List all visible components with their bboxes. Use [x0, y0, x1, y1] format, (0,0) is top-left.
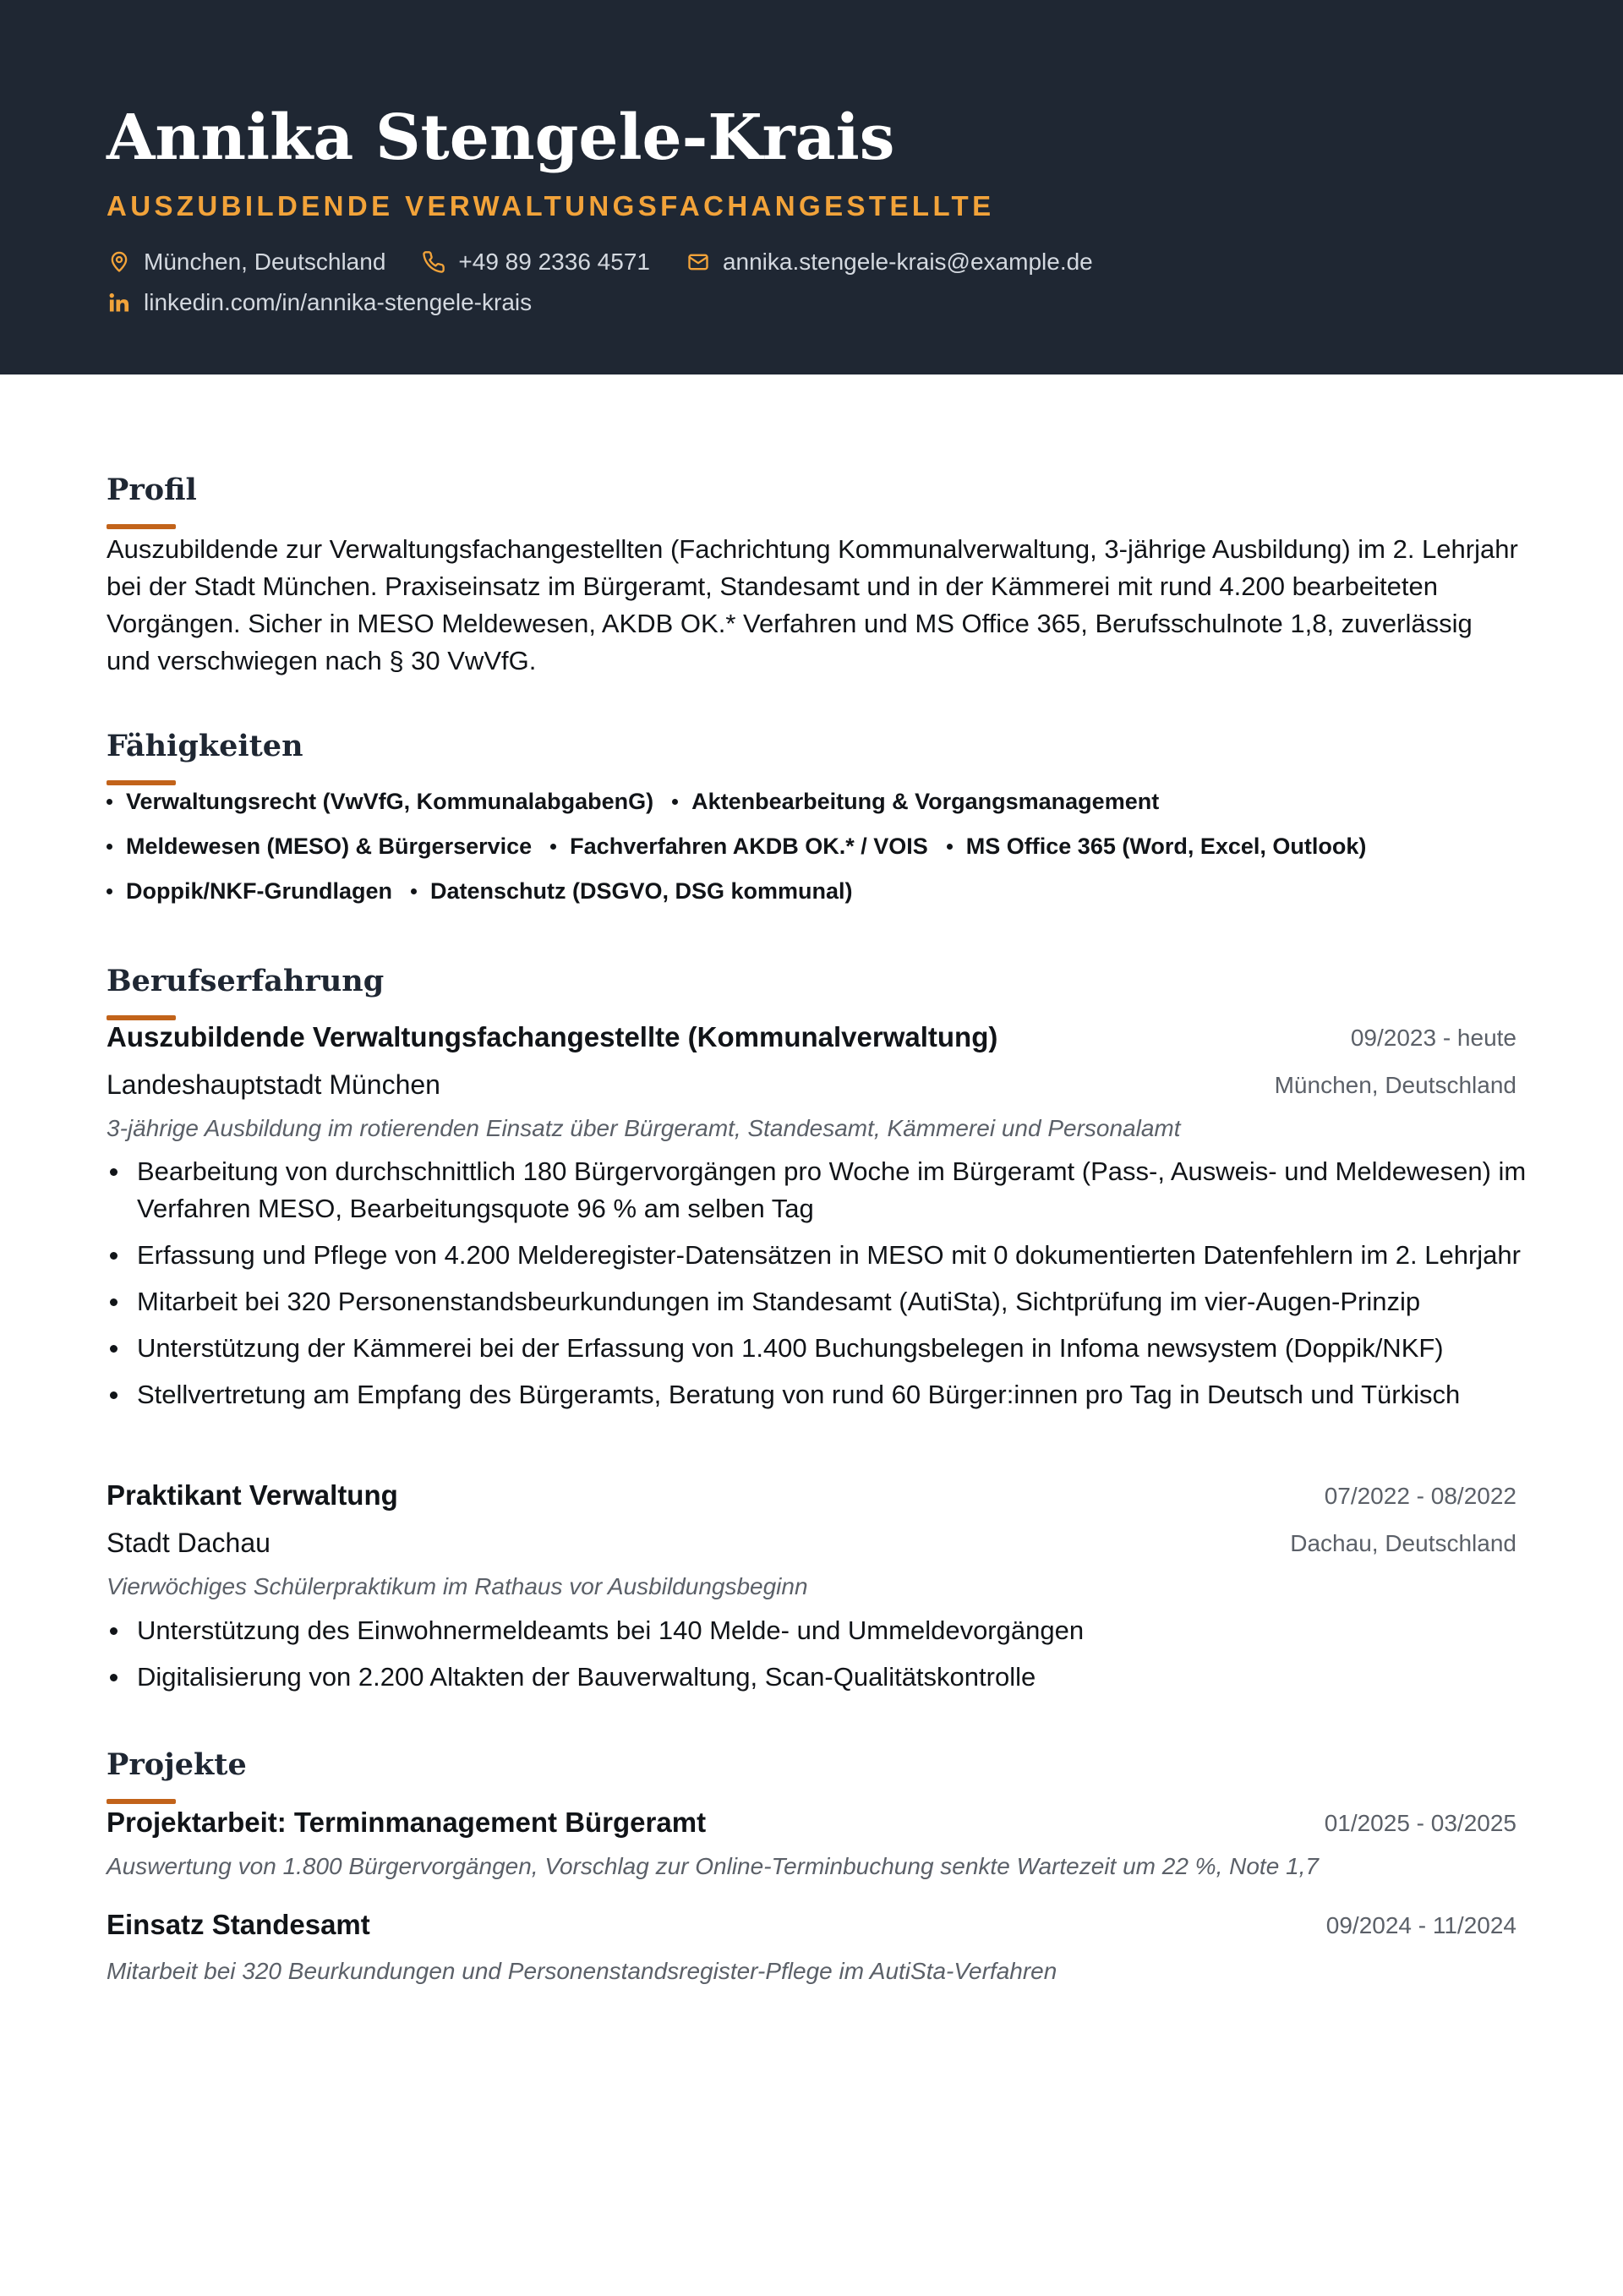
- candidate-role: AUSZUBILDENDE VERWALTUNGSFACHANGESTELLTE: [107, 190, 995, 221]
- contact-location: [107, 247, 385, 277]
- linkedin-link[interactable]: linkedin.com/in/annika-stengele-krais: [144, 289, 533, 315]
- profile-heading: Profil: [107, 473, 197, 507]
- list-item: Stellvertretung am Empfang des Bürgeramts, Beratung von rund 60 Bürger:innen pro Tag in Deutsch und Türkisch: [107, 1376, 1527, 1413]
- list-item: Bearbeitung von durchschnittlich 180 Bürgervorgängen pro Woche im Bürgeramt (Pass-, Ausweis- und Meldewesen) im Verfahren MESO, Bearbeitungsquote 96 % am selben Tag: [107, 1153, 1527, 1227]
- job-bullets: [107, 1153, 1527, 1423]
- list-item: Unterstützung des Einwohnermeldeamts bei 140 Melde- und Ummeldevorgängen: [107, 1612, 1527, 1649]
- job-title: Praktikant Verwaltung: [107, 1479, 398, 1511]
- linkedin-icon: [107, 290, 132, 315]
- list-item: Unterstützung der Kämmerei bei der Erfassung von 1.400 Buchungsbelegen in Infoma newsystem (Doppik/NKF): [107, 1330, 1527, 1367]
- skills-row: [107, 831, 1385, 861]
- contact-row: [107, 247, 1128, 277]
- projects-heading: Projekte: [107, 1747, 247, 1782]
- contact-email[interactable]: [686, 247, 1093, 277]
- skill-item: Doppik/NKF-Grundlagen: [107, 876, 392, 906]
- mail-icon: [686, 249, 711, 275]
- project-title: Projektarbeit: Terminmanagement Bürgeramt: [107, 1807, 707, 1838]
- project-description: Mitarbeit bei 320 Beurkundungen und Personenstandsregister-Pflege im AutiSta-Verfahren: [107, 1958, 1057, 1984]
- phone-icon: [421, 249, 446, 275]
- skills-heading: Fähigkeiten: [107, 729, 303, 763]
- list-item: Mitarbeit bei 320 Personenstandsbeurkundungen im Standesamt (AutiSta), Sichtprüfung im vier-Augen-Prinzip: [107, 1283, 1527, 1320]
- contact-row-links: [107, 287, 567, 318]
- job-location: München, Deutschland: [1274, 1072, 1516, 1098]
- skill-item: Datenschutz (DSGVO, DSG kommunal): [411, 876, 853, 906]
- skill-item: Verwaltungsrecht (VwVfG, KommunalabgabenG): [107, 786, 653, 817]
- skill-item: Aktenbearbeitung & Vorgangsmanagement: [672, 786, 1159, 817]
- list-item: Digitalisierung von 2.200 Altakten der Bauverwaltung, Scan-Qualitätskontrolle: [107, 1659, 1527, 1696]
- profile-heading-underline: [107, 524, 176, 529]
- contact-linkedin[interactable]: [107, 287, 532, 318]
- experience-heading: Berufserfahrung: [107, 964, 385, 998]
- location-pin-icon: [107, 249, 132, 275]
- job-organization: Landeshauptstadt München: [107, 1069, 440, 1100]
- job-description: Vierwöchiges Schülerpraktikum im Rathaus vor Ausbildungsbeginn: [107, 1573, 808, 1599]
- job-title: Auszubildende Verwaltungsfachangestellte (Kommunalverwaltung): [107, 1021, 998, 1052]
- project-date: 09/2024 - 11/2024: [1325, 1912, 1516, 1938]
- skill-item: Meldewesen (MESO) & Bürgerservice: [107, 831, 532, 861]
- skill-item: Fachverfahren AKDB OK.* / VOIS: [550, 831, 928, 861]
- profile-summary: Auszubildende zur Verwaltungsfachangestellten (Fachrichtung Kommunalverwaltung, 3-jährige Ausbildung) im 2. Lehrjahr bei der Stadt München. Praxiseinsatz im Bürgeramt, Standesamt und in der Kämmerei mit rund 4.200 bearbeiteten Vorgängen. Sicher in MESO Meldewesen, AKDB OK.* Verfahren und MS Office 365, Berufsschulnote 1,8, zuverlässig und verschwiegen nach § 30 VwVfG.: [107, 534, 1518, 675]
- email-link[interactable]: annika.stengele-krais@example.de: [722, 249, 1093, 275]
- resume-header: [0, 0, 1623, 374]
- job-location: Dachau, Deutschland: [1290, 1530, 1516, 1556]
- job-organization: Stadt Dachau: [107, 1528, 270, 1558]
- skills-row: [107, 786, 1178, 817]
- list-item: Erfassung und Pflege von 4.200 Melderegister-Datensätzen in MESO mit 0 dokumentierten Datenfehlern im 2. Lehrjahr: [107, 1237, 1527, 1274]
- job-bullets: [107, 1612, 1527, 1705]
- project-description: Auswertung von 1.800 Bürgervorgängen, Vorschlag zur Online-Terminbuchung senkte Wartezeit um 22 %, Note 1,7: [107, 1853, 1319, 1879]
- job-description: 3-jährige Ausbildung im rotierenden Einsatz über Bürgeramt, Standesamt, Kämmerei und Personalamt: [107, 1115, 1181, 1141]
- location-text: München, Deutschland: [144, 249, 386, 275]
- phone-text[interactable]: +49 89 2336 4571: [458, 249, 650, 275]
- skills-heading-underline: [107, 780, 176, 785]
- projects-heading-underline: [107, 1799, 176, 1804]
- skills-row: [107, 876, 872, 906]
- job-date: 07/2022 - 08/2022: [1324, 1483, 1516, 1509]
- project-title: Einsatz Standesamt: [107, 1909, 370, 1940]
- candidate-name: Annika Stengele-Krais: [107, 101, 895, 174]
- job-date: 09/2023 - heute: [1350, 1025, 1516, 1051]
- project-date: 01/2025 - 03/2025: [1324, 1810, 1516, 1836]
- skill-item: MS Office 365 (Word, Excel, Outlook): [947, 831, 1367, 861]
- contact-phone[interactable]: [421, 247, 650, 277]
